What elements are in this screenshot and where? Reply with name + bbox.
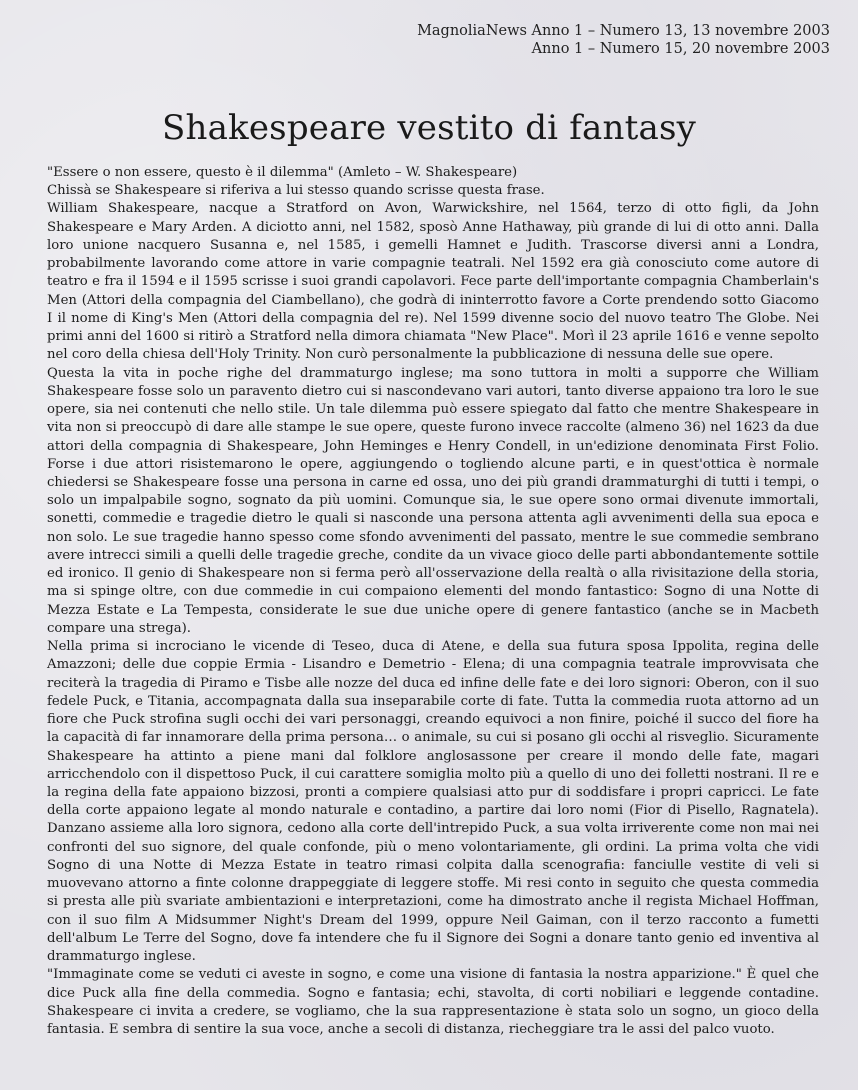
- article-quote: "Essere o non essere, questo è il dilemma" (Amleto – W. Shakespeare): [47, 165, 518, 180]
- article-body: [47, 164, 819, 1039]
- article-paragraph: William Shakespeare, nacque a Stratford on Avon, Warwickshire, nel 1564, terzo di otto figli, da John Shakespeare e Mary Arden. A diciotto anni, nel 1582, sposò Anne Hathaway, più grande di lui di otto anni. Dalla loro unione nacquero Susanna e, nel 1585, i gemelli Hamnet e Judith. Trascorse diversi anni a Londra, probabilmente lavorando come attore in varie compagnie teatrali. Nel 1592 era già conosciuto come autore di teatro e fra il 1594 e il 1595 scrisse i suoi grandi capolavori. Fece parte dell'importante compagnia Chamberlain's Men (Attori della compagnia del Ciambellano), che godrà di ininterrotto favore a Corte prendendo sotto Giacomo I il nome di King's Men (Attori della compagnia del re). Nel 1599 divenne socio del nuovo teatro The Globe. Nei primi anni del 1600 si ritirò a Stratford nella dimora chiamata "New Place". Morì il 23 aprile 1616 e venne sepolto nel coro della chiesa dell'Holy Trinity. Non curò personalmente la pubblicazione di nessuna delle sue opere.: [47, 201, 819, 363]
- article-paragraph: "Immaginate come se veduti ci aveste in sogno, e come una visione di fantasia la nostra apparizione." È quel che dice Puck alla fine della commedia. Sogno e fantasia; echi, stavolta, di corti nobiliari e leggende contadine. Shakespeare ci invita a credere, se vogliamo, che la sua rappresentazione è stata solo un sogno, un gioco della fantasia. E sembra di sentire la sua voce, anche a secoli di distanza, riecheggiare tra le assi del palco vuoto.: [47, 967, 819, 1038]
- masthead-issue-line-2: Anno 1 – Numero 15, 20 novembre 2003: [531, 41, 830, 57]
- article-paragraph: Chissà se Shakespeare si riferiva a lui stesso quando scrisse questa frase.: [47, 183, 545, 199]
- article-paragraph: Questa la vita in poche righe del drammaturgo inglese; ma sono tuttora in molti a supporre che William Shakespeare fosse solo un paravento dietro cui si nascondevano vari autori, tanto diverse appaiono tra loro le sue opere, sia nei contenuti che nello stile. Un tale dilemma può essere spiegato dal fatto che mentre Shakespeare in vita non si preoccupò di dare alle stampe le sue opere, queste furono invece raccolte (almeno 36) nel 1623 da due attori della compagnia di Shakespeare, John Heminges e Henry Condell, in un'edizione denominata First Folio. Forse i due attori risistemarono le opere, aggiungendo o togliendo alcune parti, e in quest'ottica è normale chiedersi se Shakespeare fosse una persona in carne ed ossa, uno dei più grandi drammaturghi di tutti i tempi, o solo un impalpabile sogno, sognato da più uomini. Comunque sia, le sue opere sono ormai divenute immortali, sonetti, commedie e tragedie dietro le quali si nasconde una persona attenta agli avvenimenti della sua epoca e non solo. Le sue tragedie hanno spesso come sfondo avvenimenti del passato, mentre le sue commedie sembrano avere intrecci simili a quelli delle tragedie greche, condite da un vivace gioco delle parti abbondantemente sottile ed ironico. Il genio di Shakespeare non si ferma però all'osservazione della realtà o alla rivisitazione della storia, ma si spinge oltre, con due commedie in cui compaiono elementi del mondo fantastico: Sogno di una Notte di Mezza Estate e La Tempesta, considerate le sue due uniche opere di genere fantastico (anche se in Macbeth compare una strega).: [47, 365, 819, 636]
- masthead: [417, 22, 830, 58]
- article-paragraph: Nella prima si incrociano le vicende di Teseo, duca di Atene, e della sua futura sposa Ippolita, regina delle Amazzoni; delle due coppie Ermia - Lisandro e Demetrio - Elena; di una compagnia teatrale improvvisata che reciterà la tragedia di Piramo e Tisbe alle nozze del duca ed infine delle fate e dei loro signori: Oberon, con il suo fedele Puck, e Titania, accompagnata dalla sua inseparabile corte di fate. Tutta la commedia ruota attorno ad un fiore che Puck strofina sugli occhi dei vari personaggi, creando equivoci a non finire, poiché il succo del fiore ha la capacità di far innamorare della prima persona… o animale, su cui si posano gli occhi al risveglio. Sicuramente Shakespeare ha attinto a piene mani dal folklore anglosassone per creare il mondo delle fate, magari arricchendolo con il dispettoso Puck, il cui carattere somiglia molto più a quello di uno dei folletti nostrani. Il re e la regina della fate appaiono bizzosi, pronti a compiere qualsiasi atto pur di soddisfare i propri capricci. Le fate della corte appaiono legate al mondo naturale e contadino, a partire dai loro nomi (Fior di Pisello, Ragnatela). Danzano assieme alla loro signora, cedono alla corte dell'intrepido Puck, a sua volta irriverente come non mai nei confronti del suo signore, del quale confonde, più o meno volontariamente, gli ordini. La prima volta che vidi Sogno di una Notte di Mezza Estate in teatro rimasi colpita dalla scenografia: fanciulle vestite di veli si muovevano attorno a finte colonne drappeggiate di leggere stoffe. Mi resi conto in seguito che questa commedia si presta alle più svariate ambientazioni e interpretazioni, come ha dimostrato anche il regista Michael Hoffman, con il suo film A Midsummer Night's Dream del 1999, oppure Neil Gaiman, con il terzo racconto a fumetti dell'album Le Terre del Sogno, dove fa intendere che fu il Signore dei Sogni a donare tanto genio ed inventiva al drammaturgo inglese.: [47, 639, 819, 965]
- article-title: Shakespeare vestito di fantasy: [161, 108, 696, 148]
- masthead-issue-line-1: MagnoliaNews Anno 1 – Numero 13, 13 novembre 2003: [417, 23, 830, 39]
